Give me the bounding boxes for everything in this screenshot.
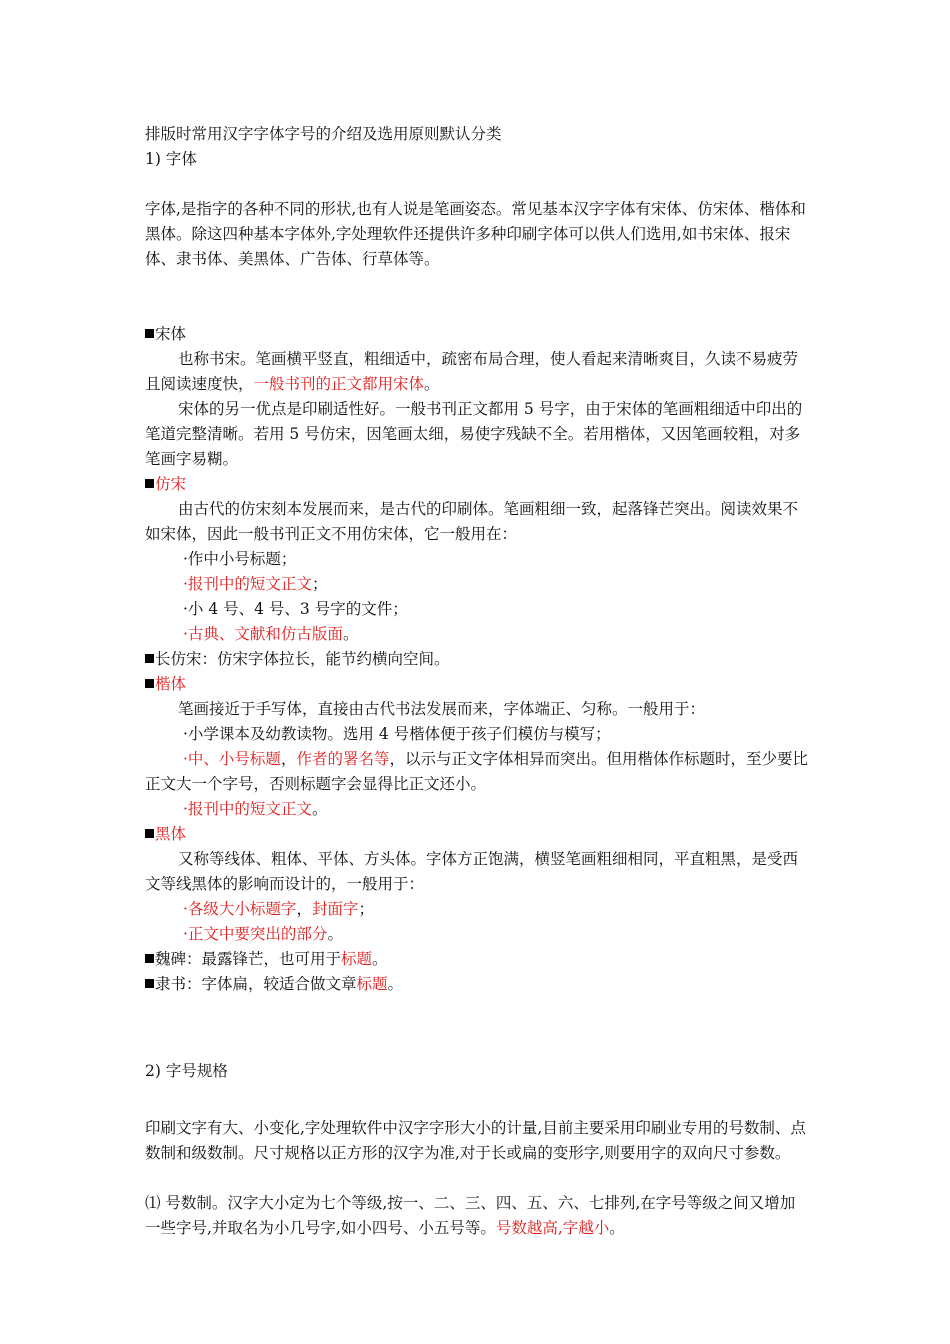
- lishu-text: 隶书：字体扁，较适合做文章: [155, 975, 357, 993]
- fangsong-item-2: [145, 572, 810, 597]
- fangsong-heading: [145, 472, 810, 497]
- changfangsong-line: [145, 647, 810, 672]
- fangsong-item-3: ·小 4 号、4 号、3 号字的文件；: [183, 600, 408, 618]
- square-bullet-icon: [145, 829, 154, 838]
- kaiti-heading: [145, 672, 810, 697]
- document-page: [145, 122, 810, 1241]
- songti-heading: [145, 322, 810, 347]
- square-bullet-icon: [145, 654, 154, 663]
- changfangsong-text: 长仿宋：仿宋字体拉长，能节约横向空间。: [155, 650, 450, 668]
- fangsong-item-1: ·作中小号标题；: [183, 550, 297, 568]
- heiti-item-1-emphasis-1: ·各级大小标题字: [183, 900, 297, 918]
- haoshu-paragraph: [145, 1191, 810, 1241]
- lishu-end: 。: [387, 975, 404, 993]
- weibei-end: 。: [372, 950, 388, 968]
- weibei-line: [145, 947, 810, 972]
- heiti-item-1-end: ；: [358, 900, 374, 918]
- fangsong-item-4-emphasis: ·古典、文献和仿古版面: [183, 625, 343, 643]
- lishu-line: [145, 972, 810, 997]
- square-bullet-icon: [145, 329, 154, 338]
- weibei-text: 魏碑：最露锋芒，也可用于: [155, 950, 342, 968]
- songti-heading-text: 宋体: [155, 325, 187, 343]
- haoshu-emphasis: 号数越高,字越小: [495, 1219, 610, 1237]
- heiti-item-1: [145, 897, 810, 922]
- kaiti-item-2-rest: ，以示与正文字体相异而突出。但用楷体作标题时，至少要比正文大一个字号，否则标题字会显得比正文还小。: [145, 750, 808, 793]
- kaiti-item-2: [145, 747, 810, 797]
- weibei-emphasis: 标题: [341, 950, 373, 968]
- kaiti-item-2-sep: ，: [280, 750, 297, 768]
- kaiti-item-2-emphasis-2: 作者的署名等: [296, 750, 390, 768]
- kaiti-item-3-emphasis: ·报刊中的短文正文: [183, 800, 312, 818]
- fangsong-item-2-emphasis: ·报刊中的短文正文: [183, 575, 312, 593]
- haoshu-end: 。: [609, 1219, 625, 1237]
- songti-p1-emphasis: 一般书刊的正文都用宋体: [253, 375, 425, 393]
- kaiti-item-3: [145, 797, 810, 822]
- songti-p1-text: 也称书宋。笔画横平竖直，粗细适中，疏密布局合理，使人看起来清晰爽目，久读不易疲劳且阅读速度快，: [145, 350, 799, 393]
- lishu-emphasis: 标题: [356, 975, 388, 993]
- section-2-heading: 2) 字号规格: [145, 1062, 228, 1080]
- fangsong-item-4-end: 。: [342, 625, 359, 643]
- heiti-item-2: [145, 922, 810, 947]
- fangsong-paragraph: 由古代的仿宋刻本发展而来，是古代的印刷体。笔画粗细一致，起落锋芒突出。阅读效果不如宋体，因此一般书刊正文不用仿宋体，它一般用在：: [145, 500, 799, 543]
- kaiti-item-3-end: 。: [311, 800, 328, 818]
- kaiti-item-2-emphasis-1: ·中、小号标题: [183, 750, 281, 768]
- document-title: 排版时常用汉字字体字号的介绍及选用原则默认分类: [145, 125, 502, 143]
- songti-p1-end: 。: [424, 375, 440, 393]
- songti-paragraph-1: [145, 347, 810, 397]
- fangsong-item-4: [145, 622, 810, 647]
- heiti-heading: [145, 822, 810, 847]
- heiti-item-2-end: 。: [327, 925, 343, 943]
- heiti-item-2-emphasis: ·正文中要突出的部分: [183, 925, 328, 943]
- haoshu-text: ⑴ 号数制。汉字大小定为七个等级,按一、二、三、四、五、六、七排列,在字号等级之间又增加一些字号,并取名为小几号字,如小四号、小五号等。: [145, 1194, 796, 1237]
- heiti-item-1-emphasis-2: 封面字: [311, 900, 359, 918]
- fangsong-item-2-end: ；: [311, 575, 328, 593]
- heiti-paragraph: 又称等线体、粗体、平体、方头体。字体方正饱满，横竖笔画粗细相同，平直粗黑，是受西文等线黑体的影响而设计的，一般用于：: [145, 850, 799, 893]
- heiti-heading-text: 黑体: [155, 825, 187, 843]
- size-intro-paragraph: 印刷文字有大、小变化,字处理软件中汉字字形大小的计量,目前主要采用印刷业专用的号数制、点数制和级数制。尺寸规格以正方形的汉字为准,对于长或扁的变形字,则要用字的双向尺寸参数。: [145, 1119, 806, 1162]
- heiti-item-1-sep: ，: [296, 900, 312, 918]
- square-bullet-icon: [145, 479, 154, 488]
- kaiti-heading-text: 楷体: [155, 675, 187, 693]
- fangsong-heading-text: 仿宋: [155, 475, 187, 493]
- kaiti-item-1: ·小学课本及幼教读物。选用 4 号楷体便于孩子们模仿与模写；: [183, 725, 611, 743]
- square-bullet-icon: [145, 979, 154, 988]
- square-bullet-icon: [145, 679, 154, 688]
- font-intro-paragraph: 字体,是指字的各种不同的形状,也有人说是笔画姿态。常见基本汉字字体有宋体、仿宋体、楷体和黑体。除这四种基本字体外,字处理软件还提供许多种印刷字体可以供人们选用,如书宋体、报宋体、隶书体、美黑体、广告体、行草体等。: [145, 200, 806, 268]
- square-bullet-icon: [145, 954, 154, 963]
- section-1-heading: 1) 字体: [145, 150, 197, 168]
- kaiti-paragraph: 笔画接近于手写体，直接由古代书法发展而来，字体端正、匀称。一般用于：: [178, 700, 706, 718]
- songti-paragraph-2: 宋体的另一优点是印刷适性好。一般书刊正文都用 5 号字，由于宋体的笔画粗细适中印出的笔道完整清晰。若用 5 号仿宋，因笔画太细，易使字残缺不全。若用楷体，又因笔画较粗，对多笔画字易糊。: [145, 400, 803, 468]
